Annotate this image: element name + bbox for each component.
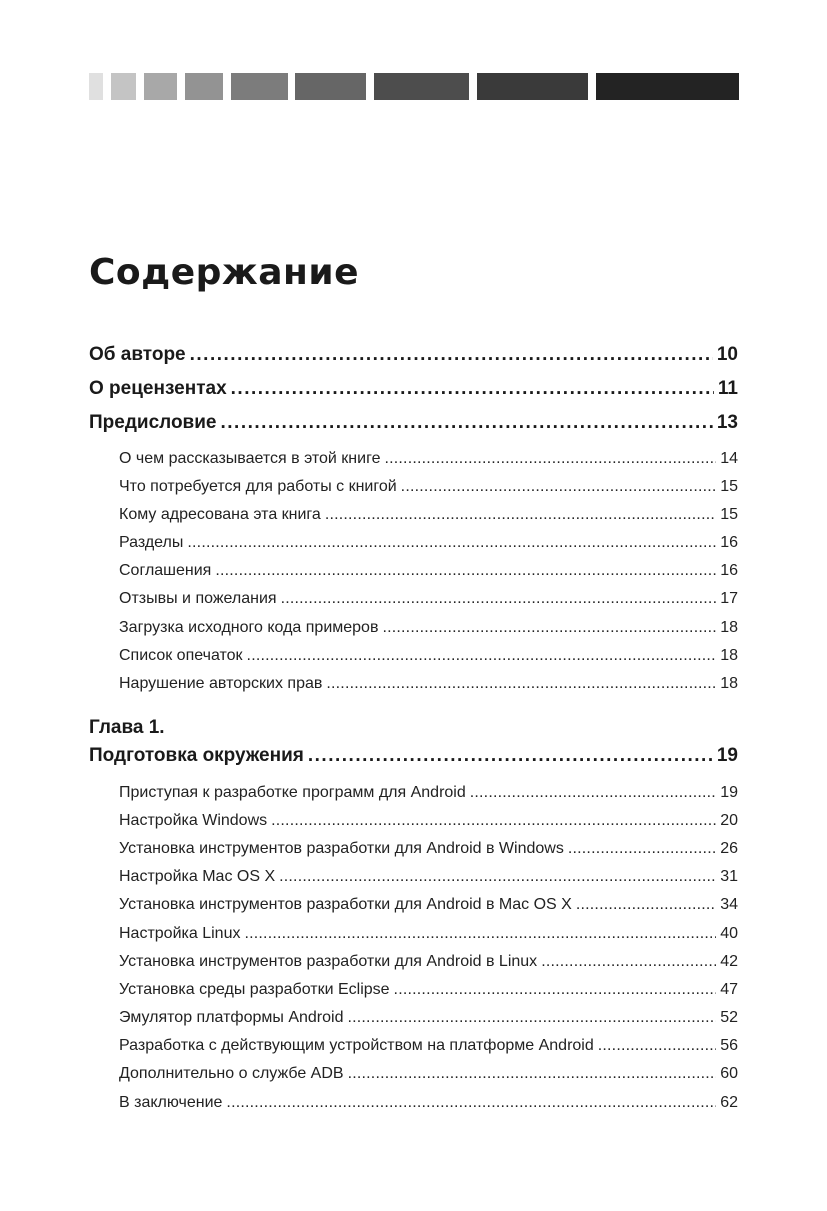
toc-subentry-label: Дополнительно о службе ADB <box>119 1065 344 1082</box>
toc-subentry[interactable] <box>119 562 738 580</box>
toc-entry-label: О рецензентах <box>89 378 227 399</box>
leader-dots <box>325 506 716 524</box>
toc-subentry-label: Настройка Mac OS X <box>119 868 276 885</box>
toc-subentry-page: 60 <box>720 1065 738 1082</box>
toc-subentry-label: Установка инструментов разработки для Android в Mac OS X <box>119 896 572 913</box>
toc-subentry-label: Что потребуется для работы с книгой <box>119 478 397 495</box>
header-gradient-bar <box>89 73 739 100</box>
toc-subentry[interactable] <box>119 812 738 830</box>
toc-subentry-page: 42 <box>720 953 738 970</box>
leader-dots <box>308 745 713 767</box>
toc-entry-about-author[interactable] <box>89 344 738 366</box>
toc-subentry[interactable] <box>119 981 738 999</box>
toc-entry-chapter-1[interactable] <box>89 745 738 767</box>
toc-subentry-page: 62 <box>720 1094 738 1111</box>
toc-entry-page: 10 <box>716 344 738 365</box>
leader-dots <box>190 344 713 366</box>
toc-subentry-page: 19 <box>720 784 738 801</box>
toc-subentry[interactable] <box>119 590 738 608</box>
toc-subentry-page: 34 <box>720 896 738 913</box>
toc-subentry-page: 16 <box>720 534 738 551</box>
toc-subentry-page: 40 <box>720 925 738 942</box>
toc-subentry-page: 52 <box>720 1009 738 1026</box>
toc-subentry-page: 16 <box>720 562 738 579</box>
leader-dots <box>470 784 716 802</box>
toc-subentry-page: 56 <box>720 1037 738 1054</box>
toc-subentry-page: 18 <box>720 647 738 664</box>
toc-subentry[interactable] <box>119 868 738 886</box>
leader-dots <box>244 925 716 943</box>
toc-subentry-page: 15 <box>720 506 738 523</box>
toc-subentry[interactable] <box>119 840 738 858</box>
toc-subentry[interactable] <box>119 450 738 468</box>
bar-segment <box>596 73 739 100</box>
toc-subentry-label: Список опечаток <box>119 647 243 664</box>
toc-entry-preface[interactable] <box>89 412 738 434</box>
toc-subentry-page: 18 <box>720 619 738 636</box>
toc-subentry[interactable] <box>119 1037 738 1055</box>
leader-dots <box>348 1065 717 1083</box>
toc-subentry-page: 15 <box>720 478 738 495</box>
toc-subentry-page: 26 <box>720 840 738 857</box>
toc-subentry-label: Настройка Linux <box>119 925 241 942</box>
toc-subentry[interactable] <box>119 619 738 637</box>
bar-segment <box>111 73 136 100</box>
leader-dots <box>568 840 716 858</box>
toc-subentry-page: 20 <box>720 812 738 829</box>
leader-dots <box>326 675 716 693</box>
toc-subentry-label: Установка среды разработки Eclipse <box>119 981 390 998</box>
toc-entry-reviewers[interactable] <box>89 378 738 400</box>
leader-dots <box>541 953 716 971</box>
toc-subentry-label: Кому адресована эта книга <box>119 506 321 523</box>
bar-segment <box>374 73 469 100</box>
leader-dots <box>382 619 716 637</box>
toc-subentry[interactable] <box>119 1094 738 1112</box>
toc-subentry[interactable] <box>119 534 738 552</box>
bar-segment <box>144 73 177 100</box>
toc-subentry-label: Установка инструментов разработки для Android в Linux <box>119 953 538 970</box>
toc-subentry[interactable] <box>119 896 738 914</box>
toc-entry-label: Подготовка окружения <box>89 745 304 766</box>
toc-entry-label: Об авторе <box>89 344 186 365</box>
toc-subentry[interactable] <box>119 506 738 524</box>
leader-dots <box>384 450 716 468</box>
toc-subentry-label: Нарушение авторских прав <box>119 675 323 692</box>
leader-dots <box>231 378 714 400</box>
leader-dots <box>281 590 717 608</box>
leader-dots <box>576 896 716 914</box>
toc-subentry[interactable] <box>119 784 738 802</box>
leader-dots <box>279 868 716 886</box>
toc-subentry[interactable] <box>119 675 738 693</box>
toc-entry-page: 11 <box>717 378 738 399</box>
toc-subentry[interactable] <box>119 1009 738 1027</box>
toc-entry-label: Предисловие <box>89 412 217 433</box>
toc-subentry-label: В заключение <box>119 1094 223 1111</box>
toc-subentry-page: 14 <box>720 450 738 467</box>
bar-segment <box>185 73 223 100</box>
toc-subentry-label: Установка инструментов разработки для Android в Windows <box>119 840 564 857</box>
leader-dots <box>347 1009 716 1027</box>
toc-subentry[interactable] <box>119 953 738 971</box>
leader-dots <box>247 647 717 665</box>
toc-subentry-label: Приступая к разработке программ для Android <box>119 784 466 801</box>
leader-dots <box>271 812 716 830</box>
leader-dots <box>598 1037 716 1055</box>
leader-dots <box>187 534 716 552</box>
toc-entry-page: 19 <box>716 745 738 766</box>
leader-dots <box>394 981 717 999</box>
toc-subentry[interactable] <box>119 925 738 943</box>
leader-dots <box>215 562 716 580</box>
page-title: Содержание <box>89 252 360 293</box>
leader-dots <box>401 478 717 496</box>
toc-subentry-label: Эмулятор платформы Android <box>119 1009 344 1026</box>
toc-subentry-label: Отзывы и пожелания <box>119 590 277 607</box>
toc-entry-page: 13 <box>716 412 738 433</box>
toc-subentry-label: Соглашения <box>119 562 212 579</box>
toc-subentry-page: 17 <box>720 590 738 607</box>
bar-segment <box>295 73 366 100</box>
toc-subentry-label: Настройка Windows <box>119 812 268 829</box>
toc-subentry[interactable] <box>119 478 738 496</box>
leader-dots <box>226 1094 716 1112</box>
bar-segment <box>477 73 588 100</box>
toc-subentry[interactable] <box>119 647 738 665</box>
toc-subentry-label: Разработка с действующим устройством на платформе Android <box>119 1037 594 1054</box>
toc-subentry-label: Загрузка исходного кода примеров <box>119 619 379 636</box>
bar-segment <box>89 73 103 100</box>
leader-dots <box>221 412 713 434</box>
toc-subentry-page: 47 <box>720 981 738 998</box>
toc-subentry-label: Разделы <box>119 534 184 551</box>
chapter-label: Глава 1. <box>89 717 165 738</box>
toc-subentry-label: О чем рассказывается в этой книге <box>119 450 381 467</box>
toc-subentry-page: 31 <box>720 868 738 885</box>
toc-subentry-page: 18 <box>720 675 738 692</box>
toc-subentry[interactable] <box>119 1065 738 1083</box>
bar-segment <box>231 73 288 100</box>
